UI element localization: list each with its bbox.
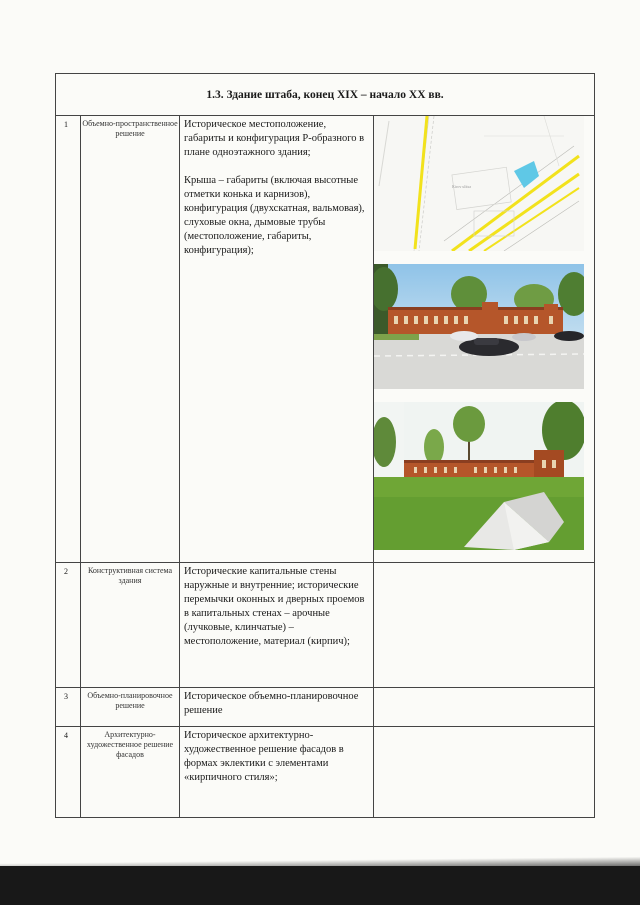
row-label: Конструктивная система здания	[87, 566, 173, 585]
row-number: 2	[64, 567, 68, 576]
row-description	[180, 563, 373, 663]
row-description	[180, 116, 373, 272]
row-number: 3	[64, 692, 68, 701]
site-plan-graphic	[374, 116, 584, 251]
scanner-background	[0, 866, 640, 905]
row-label: Объемно-пространственное решение	[82, 119, 178, 138]
column-divider	[80, 116, 81, 817]
site-plan-map	[374, 116, 584, 251]
monument-subject-table	[55, 73, 595, 818]
park-photo-graphic	[374, 402, 584, 550]
row-label: Объемно-планировочное решение	[87, 691, 173, 710]
street-view-photo	[374, 264, 584, 389]
map-street-label: Kirov ulitsa	[452, 184, 471, 189]
description-paragraph: Историческое местоположение, габариты и конфигурация Р-образного в плане одноэтажного здания;	[184, 119, 365, 158]
row-description	[180, 727, 373, 799]
row-number: 4	[64, 731, 68, 740]
description-paragraph: Историческое архитектурно-художественное решение фасадов в формах эклектики с элементами «кирпичного стиля»;	[184, 730, 344, 783]
building-park-photo	[374, 402, 584, 550]
description-paragraph: Историческое объемно-планировочное решение	[184, 691, 359, 716]
description-paragraph: Крыша – габариты (включая высотные отметки конька и карнизов), конфигурация (двухскатная, вальмовая), слуховые окна, дымовые трубы (местоположение, габариты, конфигурация);	[184, 175, 365, 256]
description-paragraph: Исторические капитальные стены наружные и внутренние; исторические перемычки оконных и дверных проемов в капитальных стенах – арочные (лучковые, клинчатые) – местоположение, материал (кирпич);	[184, 566, 365, 647]
row-number: 1	[64, 120, 68, 129]
section-title: 1.3. Здание штаба, конец XIX – начало XX вв.	[56, 74, 594, 116]
row-label: Архитектурно-художественное решение фасадов	[86, 730, 174, 759]
row-description	[180, 688, 373, 732]
street-photo-graphic	[374, 264, 584, 389]
